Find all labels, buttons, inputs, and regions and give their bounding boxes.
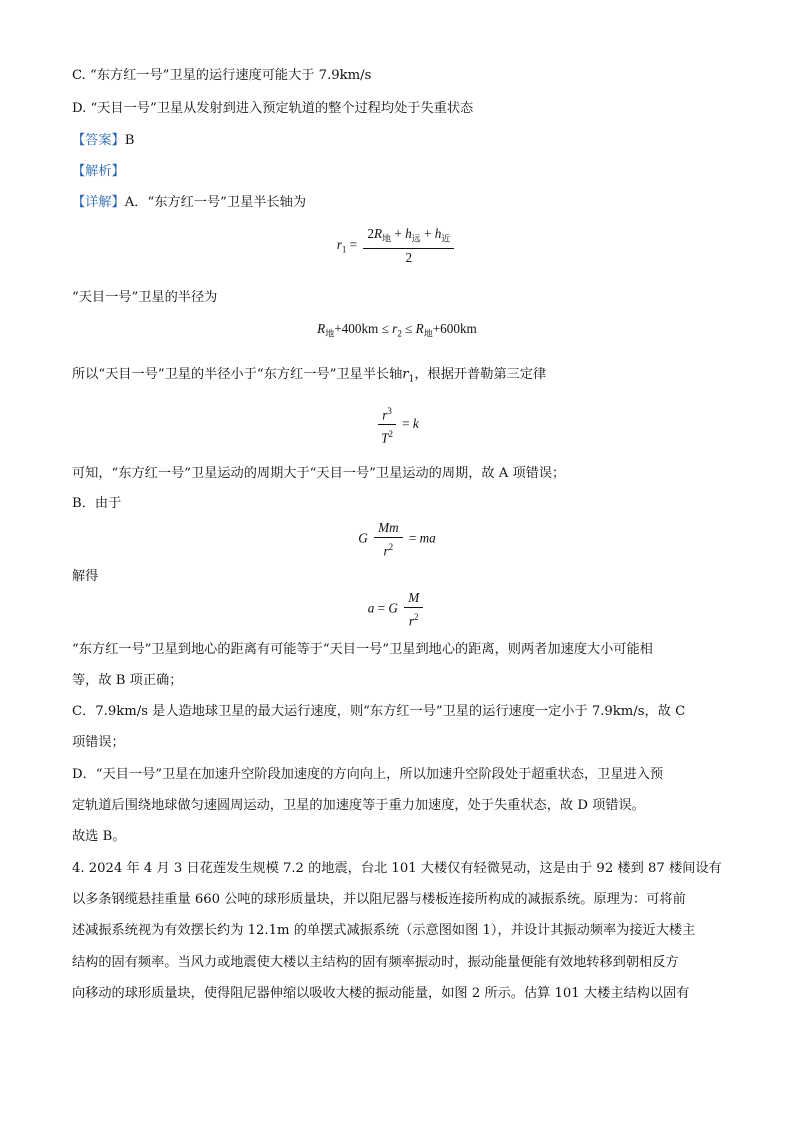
option-d: D. “天目一号”卫星从发射到进入预定轨道的整个过程均处于失重状态	[72, 101, 474, 116]
q4-line-4: 结构的固有频率。当风力或地震使大楼以主结构的固有频率振动时，振动能量便能有效地转移到朝相反方	[72, 955, 679, 970]
q4-line-5: 向移动的球形质量块，使得阻尼器伸缩以吸收大楼的振动能量，如图 2 所示。估算 101 大楼主结构以固有	[72, 986, 690, 1001]
formula-gravitation: G $\frac{Mm}{r^2}$ = ma	[358, 520, 436, 559]
c-line-2: 项错误；	[72, 735, 125, 750]
answer-value: B	[124, 133, 135, 148]
conclusion-a: 可知，“东方红一号”卫星运动的周期大于“天目一号”卫星运动的周期，故 A 项错误；	[72, 466, 566, 481]
formula-acceleration: a = G $\frac{M}{r^2}$	[0, 590, 794, 629]
q4-line-2: 以多条钢缆悬挂重量 660 公吨的球形质量块，并以阻尼器与楼板连接所构成的减振系统。原理为：可将前	[72, 892, 686, 907]
b-conclusion-line-1: “东方红一号”卫星到地心的距离有可能等于“天目一号”卫星到地心的距离，则两者加速度大小可能相	[72, 642, 653, 657]
compare-line: 所以“天目一号”卫星的半径小于“东方红一号”卫星半长轴$r_1$，根据开普勒第三定律	[72, 367, 547, 385]
answer-tag: 【答案】	[72, 133, 125, 148]
detail-tag: 【详解】	[72, 195, 125, 210]
formula-kepler-third-law: $\frac{r^3}{T^2}$ = k	[0, 403, 794, 447]
detail-a-text: A．“东方红一号”卫星半长轴为	[124, 195, 307, 210]
tianmu-radius-text: “天目一号”卫星的半径为	[72, 290, 218, 305]
d-line-1: D．“天目一号”卫星在加速升空阶段加速度的方向向上，所以加速升空阶段处于超重状态，卫星进入预	[72, 767, 664, 782]
formula-radius-range: $R_地+400km \le r_2 \le R_地+600km$	[317, 321, 477, 339]
option-c: C. “东方红一号”卫星的运行速度可能大于 7.9km/s	[72, 68, 372, 83]
answer-line	[72, 131, 134, 151]
b-intro: B．由于	[72, 496, 122, 511]
formula-semi-major-axis: $r_1$ = $\frac{2R_地 + h_远 + h_近}{2}$	[0, 226, 794, 266]
choose-line: 故选 B。	[72, 829, 126, 844]
q4-line-3: 述减振系统视为有效摆长约为 12.1m 的单摆式减振系统（示意图如图 1），并设计其振动频率为接近大楼主	[72, 923, 696, 938]
b-conclusion-line-2: 等，故 B 项正确；	[72, 673, 183, 688]
detail-line	[72, 193, 306, 213]
q4-line-1: 4. 2024 年 4 月 3 日花莲发生规模 7.2 的地震，台北 101 大楼仅有轻微晃动，这是由于 92 楼到 87 楼间设有	[72, 861, 722, 876]
c-line-1: C．7.9km/s 是人造地球卫星的最大运行速度，则“东方红一号”卫星的运行速度一定小于 7.9km/s，故 C	[72, 704, 686, 719]
solve-text: 解得	[72, 569, 99, 584]
analysis-tag: 【解析】	[72, 164, 125, 179]
d-line-2: 定轨道后围绕地球做匀速圆周运动，卫星的加速度等于重力加速度，处于失重状态，故 D 项错误。	[72, 798, 645, 813]
